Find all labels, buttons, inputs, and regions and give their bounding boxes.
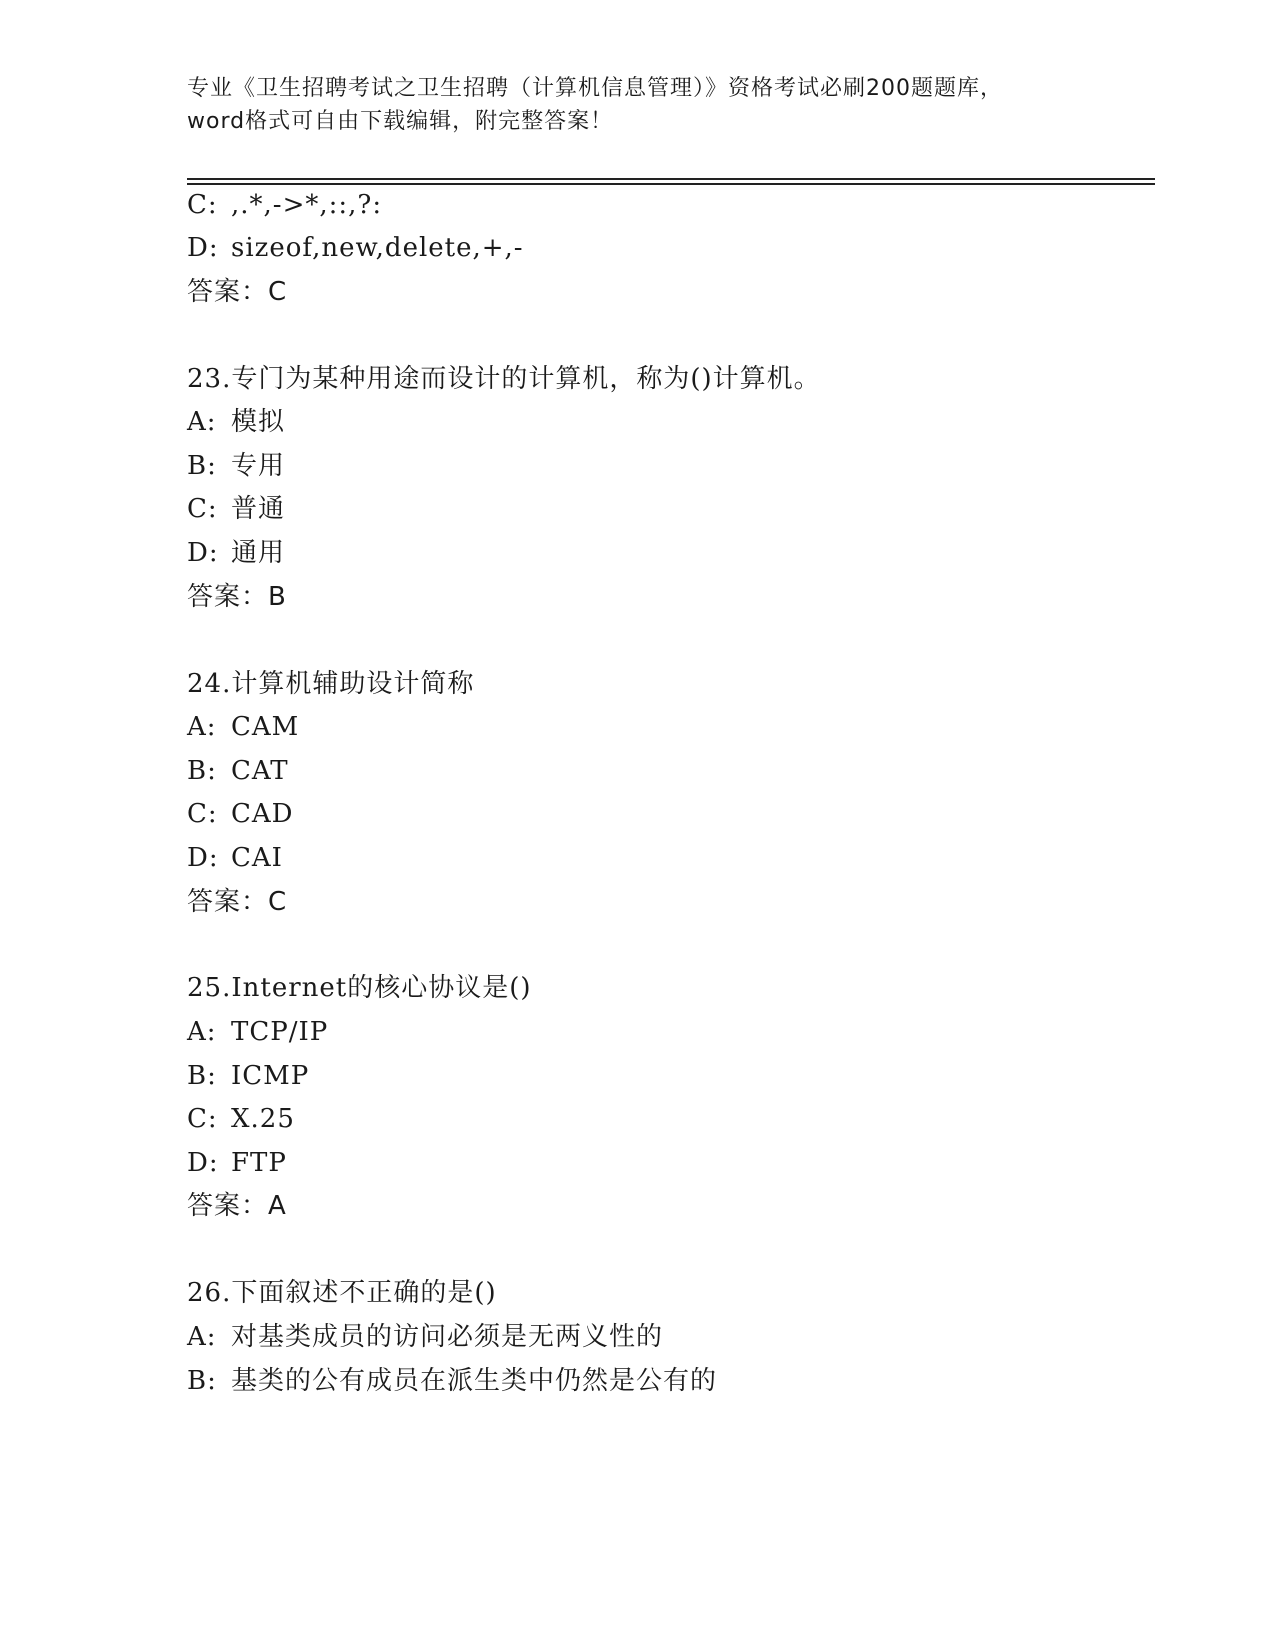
q23-option-b [187,451,285,481]
option-label: C: [187,1104,218,1134]
option-label: B: [187,451,217,481]
option-label: D: [187,1148,219,1178]
q26-option-a [187,1322,663,1352]
q24-option-c [187,799,294,829]
option-label: A: [187,1017,217,1047]
document-header [187,72,1087,138]
q25-option-b [187,1061,309,1091]
option-label: C: [187,494,218,524]
q22-option-c [187,190,382,220]
q24-option-a [187,712,299,742]
option-text: CAM [231,712,300,742]
option-text: 普通 [231,494,286,524]
q25-option-d [187,1148,287,1178]
option-text: 通用 [231,538,286,568]
option-text: TCP/IP [231,1017,329,1047]
option-text: CAT [231,756,289,786]
option-label: D: [187,233,219,263]
option-text: 模拟 [231,407,286,437]
option-label: B: [187,1061,217,1091]
q25-answer: 答案：A [187,1191,287,1221]
q25-question: 25.Internet的核心协议是() [187,973,532,1003]
option-text: CAD [231,799,294,829]
option-label: A: [187,712,217,742]
q25-option-a [187,1017,328,1047]
option-label: A: [187,1322,217,1352]
q25-option-c [187,1104,295,1134]
option-text: ,.*,->*,::,?: [231,190,383,220]
q23-option-a [187,407,285,437]
q22-option-d [187,233,524,263]
q23-question: 23.专门为某种用途而设计的计算机，称为()计算机。 [187,364,821,394]
q23-answer: 答案：B [187,582,287,612]
q24-question: 24.计算机辅助设计简称 [187,669,475,699]
option-label: B: [187,756,217,786]
q23-option-d [187,538,285,568]
option-text: 专用 [231,451,286,481]
option-label: A: [187,407,217,437]
option-text: CAI [231,843,283,873]
option-label: D: [187,538,219,568]
option-label: D: [187,843,219,873]
q23-option-c [187,494,285,524]
q22-answer: 答案：C [187,277,288,307]
option-text: X.25 [231,1104,295,1134]
option-text: FTP [231,1148,287,1178]
header-divider-top [187,178,1155,180]
q24-option-b [187,756,289,786]
option-label: C: [187,799,218,829]
option-label: B: [187,1366,217,1396]
option-text: sizeof,new,delete,+,- [231,233,524,263]
option-label: C: [187,190,218,220]
header-title-line1: 专业《卫生招聘考试之卫生招聘（计算机信息管理）》资格考试必刷200题题库， [187,76,1003,101]
option-text: 对基类成员的访问必须是无两义性的 [231,1322,664,1352]
header-divider-bottom [187,183,1155,185]
option-text: 基类的公有成员在派生类中仍然是公有的 [231,1366,718,1396]
option-text: ICMP [231,1061,310,1091]
q26-question: 26.下面叙述不正确的是() [187,1278,497,1308]
q24-option-d [187,843,283,873]
header-title-line2: word格式可自由下载编辑，附完整答案！ [187,109,614,134]
q26-option-b [187,1366,717,1396]
q24-answer: 答案：C [187,887,288,917]
